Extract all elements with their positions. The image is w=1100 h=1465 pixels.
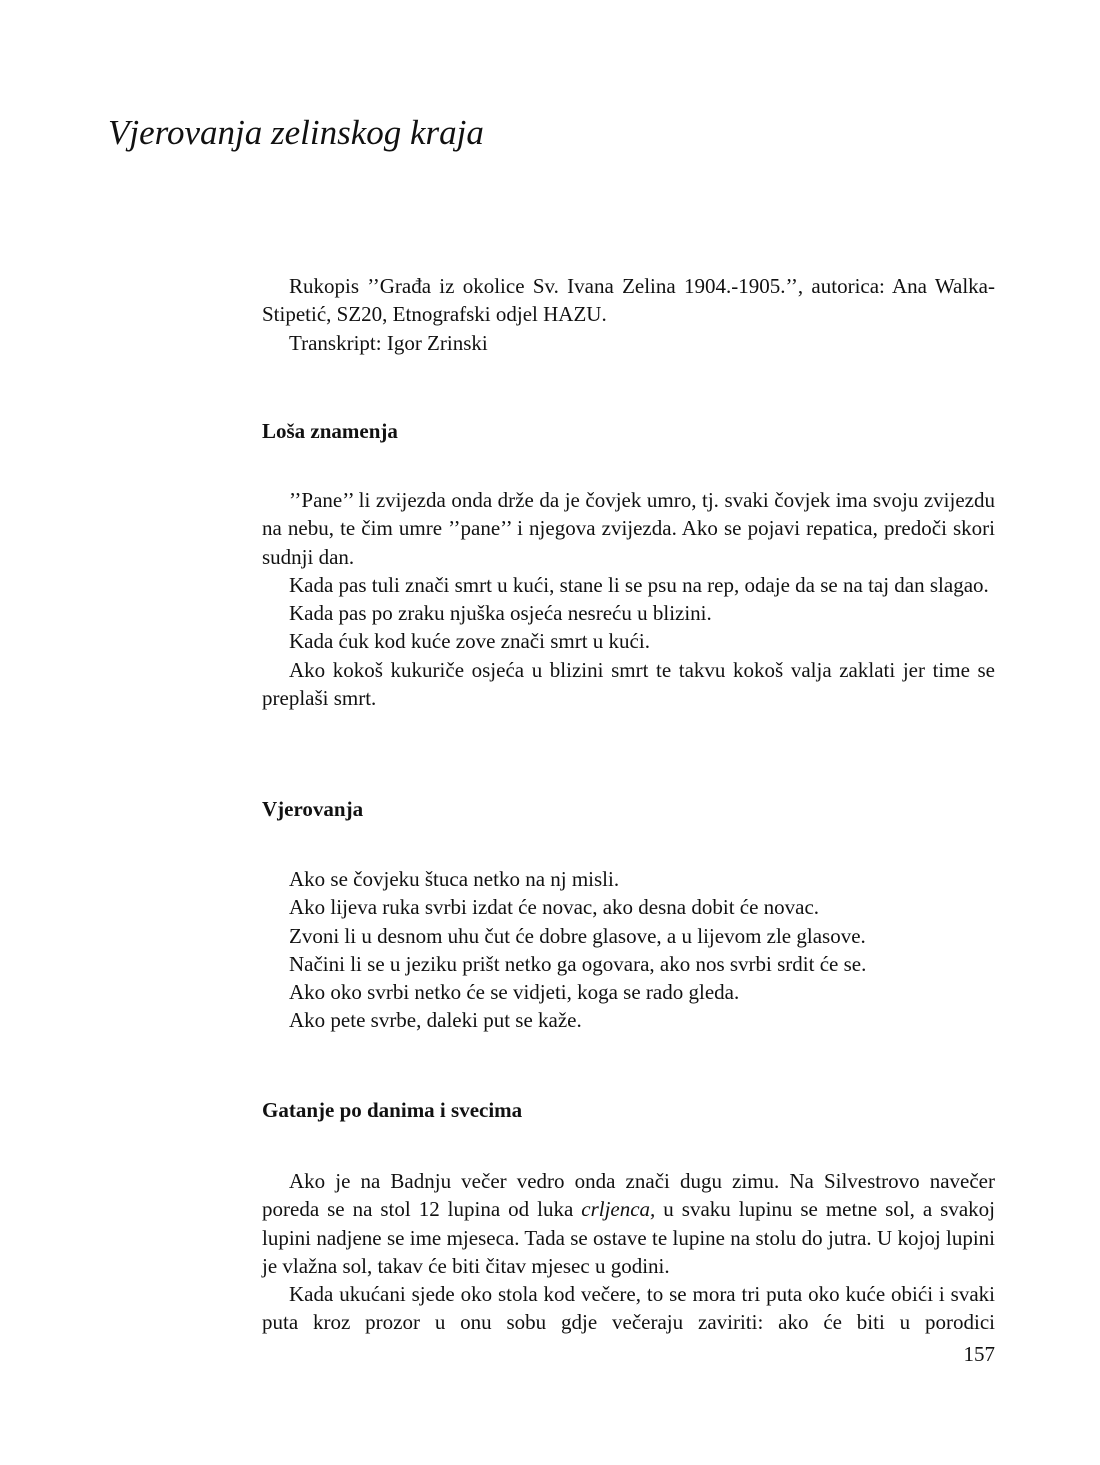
paragraph: Načini li se u jeziku prišt netko ga ogovara, ako nos svrbi srdit će se. <box>289 951 867 976</box>
intro-block <box>262 272 995 357</box>
paragraph: Ako oko svrbi netko će se vidjeti, koga se rado gleda. <box>289 980 740 1005</box>
intro-transcript-paragraph: Transkript: Igor Zrinski <box>289 330 488 355</box>
paragraph: Ako pete svrbe, daleki put se kaže. <box>289 1008 582 1033</box>
paragraph <box>262 1167 995 1280</box>
section-body-vjerovanja <box>262 865 995 1035</box>
paragraph: Ako se čovjeku štuca netko na nj misli. <box>289 867 620 891</box>
section-body-lose-znamenja <box>262 486 995 712</box>
page-number: 157 <box>963 1342 995 1366</box>
section-body-gatanje <box>262 1167 995 1337</box>
italic-term: crljenca, <box>581 1197 656 1222</box>
paragraph: Kada pas tuli znači smrt u kući, stane li se psu na rep, odaje da se na taj dan slagao. <box>289 572 989 597</box>
page-title: Vjerovanja zelinskog kraja <box>108 113 484 152</box>
paragraph: Ako kokoš kukuriče osjeća u blizini smrt te takvu kokoš valja zaklati jer time se preplaši smrt. <box>262 657 995 711</box>
paragraph-text: Ako je na Badnju večer vedro onda znači dugu zimu. Na Silvestrovo navečer poreda se na stol 12 lupina od luka <box>262 1169 995 1222</box>
section-heading-lose-znamenja: Loša znamenja <box>262 419 398 443</box>
paragraph: Kada ćuk kod kuće zove znači smrt u kući. <box>289 629 650 654</box>
paragraph: Zvoni li u desnom uhu čut će dobre glasove, a u lijevom zle glasove. <box>289 923 866 948</box>
paragraph: Kada pas po zraku njuška osjeća nesreću u blizini. <box>289 601 712 626</box>
paragraph: Ako lijeva ruka svrbi izdat će novac, ako desna dobit će novac. <box>289 895 820 920</box>
intro-source-paragraph: Rukopis ’’Građa iz okolice Sv. Ivana Zelina 1904.-1905.’’, autorica: Ana Walka-Stipetić, SZ20, Etnografski odjel HAZU. <box>262 274 995 327</box>
paragraph: ’’Pane’’ li zvijezda onda drže da je čovjek umro, tj. svaki čovjek ima svoju zvijezdu na nebu, te čim umre ’’pane’’ i njegova zvijezda. Ako se pojavi repatica, predoči skori sudnji dan. <box>262 488 995 569</box>
paragraph-text: u svaku lupinu se metne sol, a svakoj lupini nadjene se ime mjeseca. Tada se ostave te lupine na stolu do jutra. U kojoj lupini je vlažna sol, takav će biti čitav mjesec u godini. <box>262 1197 995 1278</box>
paragraph: Kada ukućani sjede oko stola kod večere, to se mora tri puta oko kuće obići i svaki puta kroz prozor u onu sobu gdje večeraju zaviriti: ako će biti u porodici <box>262 1282 995 1335</box>
section-heading-gatanje: Gatanje po danima i svecima <box>262 1098 523 1122</box>
section-heading-vjerovanja: Vjerovanja <box>262 797 364 821</box>
